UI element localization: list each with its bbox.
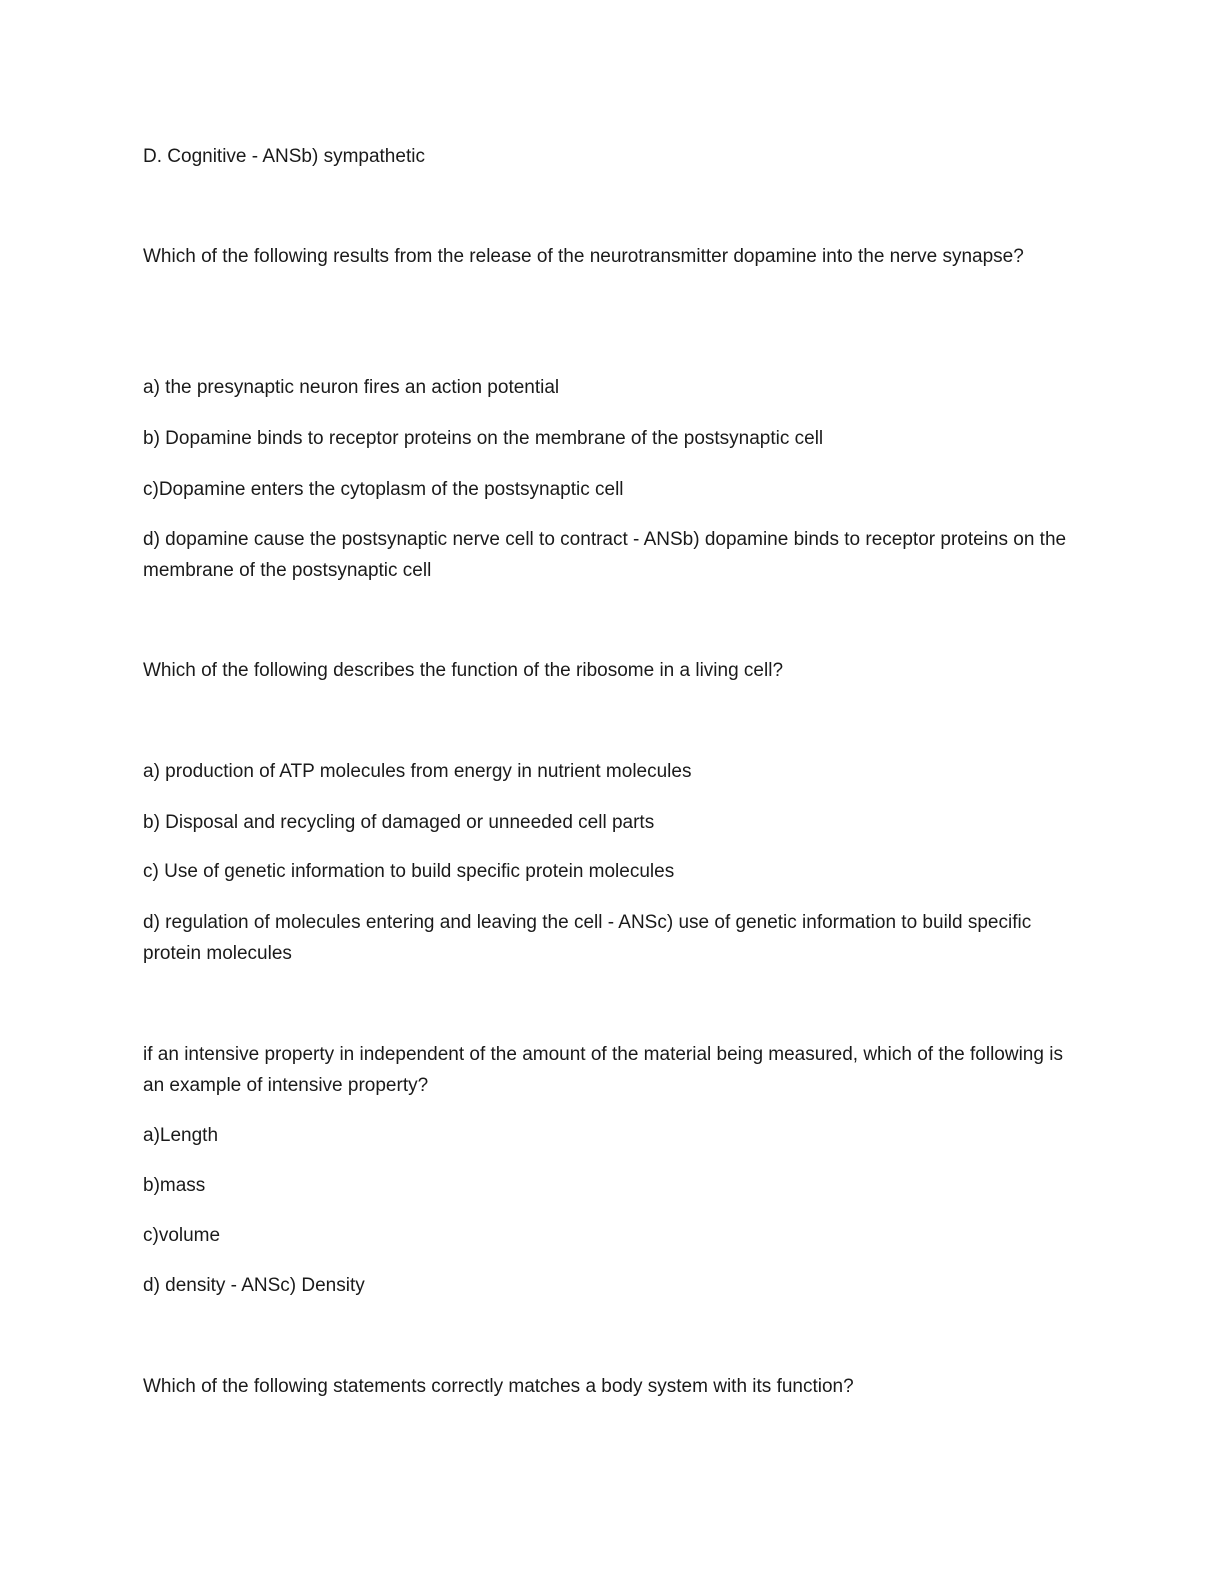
question-1-option-d: d) dopamine cause the postsynaptic nerve cell to contract - ANSb) dopamine binds to receptor proteins on the membrane of the postsynaptic cell <box>143 529 1067 581</box>
question-3-option-a: a)Length <box>143 1125 219 1146</box>
question-2-option-a: a) production of ATP molecules from energy in nutrient molecules <box>143 761 692 782</box>
answer-line: D. Cognitive - ANSb) sympathetic <box>143 146 425 167</box>
question-2-text: Which of the following describes the function of the ribosome in a living cell? <box>143 660 784 681</box>
question-3-option-d: d) density - ANSc) Density <box>143 1275 365 1296</box>
question-4-text: Which of the following statements correctly matches a body system with its function? <box>143 1376 854 1397</box>
question-1-option-b: b) Dopamine binds to receptor proteins on the membrane of the postsynaptic cell <box>143 428 824 449</box>
question-1-option-a: a) the presynaptic neuron fires an action potential <box>143 377 560 398</box>
question-3-option-c: c)volume <box>143 1225 221 1246</box>
question-3-text: if an intensive property in independent of the amount of the material being measured, which of the following is an example of intensive property? <box>143 1044 1063 1096</box>
question-2-option-c: c) Use of genetic information to build specific protein molecules <box>143 861 675 882</box>
question-3-option-b: b)mass <box>143 1175 206 1196</box>
question-1-option-c: c)Dopamine enters the cytoplasm of the postsynaptic cell <box>143 479 624 500</box>
question-1-text: Which of the following results from the release of the neurotransmitter dopamine into the nerve synapse? <box>143 246 1024 267</box>
question-2-option-d: d) regulation of molecules entering and leaving the cell - ANSc) use of genetic information to build specific protein molecules <box>143 912 1032 964</box>
question-2-option-b: b) Disposal and recycling of damaged or unneeded cell parts <box>143 812 655 833</box>
